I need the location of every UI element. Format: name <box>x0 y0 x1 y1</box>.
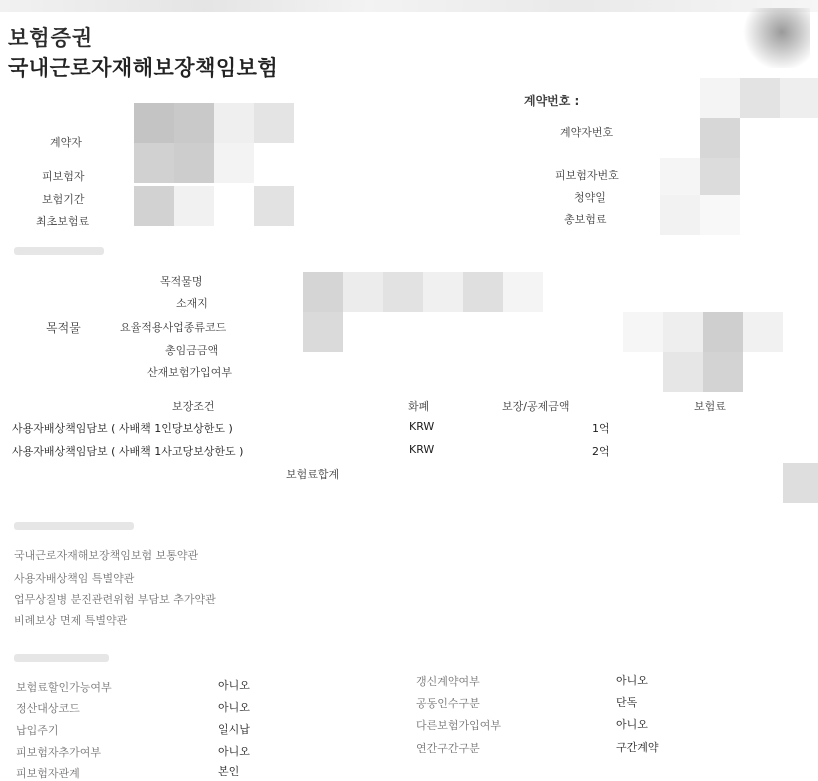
info-value: 아니오 <box>616 718 648 731</box>
redaction-block <box>743 312 783 352</box>
subject-group-label: 목적물 <box>46 321 81 335</box>
redaction-block <box>134 186 174 226</box>
redaction-block <box>503 272 543 312</box>
scan-noise-band <box>0 0 818 12</box>
subject-field-industrial-insurance: 산재보험가입여부 <box>147 366 233 379</box>
scan-corner-blot <box>740 8 810 68</box>
redaction-block <box>700 78 740 118</box>
label-insurance-period: 보험기간 <box>42 193 85 206</box>
clause-item: 사용자배상책임 특별약관 <box>14 572 135 585</box>
redaction-block <box>700 118 740 158</box>
redaction-block <box>214 103 254 143</box>
redaction-block <box>134 103 174 143</box>
clause-item: 국내근로자재해보장책임보험 보통약관 <box>14 549 199 562</box>
redaction-block <box>703 352 743 392</box>
redaction-block <box>174 103 214 143</box>
coverage-row-1-condition: 사용자배상책임담보 ( 사배책 1인당보상한도 ) <box>12 422 233 435</box>
info-value: 구간계약 <box>616 741 659 754</box>
redaction-block <box>383 272 423 312</box>
coverage-header-currency: 화폐 <box>408 400 430 413</box>
redaction-block <box>703 312 743 352</box>
subject-field-location: 소재지 <box>176 297 208 310</box>
redaction-block <box>423 272 463 312</box>
coverage-header-premium: 보험료 <box>694 400 726 413</box>
info-label: 보험료할인가능여부 <box>16 681 112 694</box>
redaction-block <box>660 195 700 235</box>
subject-field-total-wage: 총임금금액 <box>165 344 219 357</box>
redaction-block <box>700 195 740 235</box>
redaction-block <box>660 158 700 198</box>
redaction-block <box>343 272 383 312</box>
info-label: 연간구간구분 <box>416 742 480 755</box>
document-title-small: 보험증권 <box>8 26 94 50</box>
redaction-block <box>134 143 174 183</box>
label-initial-premium: 최초보험료 <box>36 215 90 228</box>
subject-field-rate-code: 요율적용사업종류코드 <box>120 321 227 334</box>
info-label: 갱신계약여부 <box>416 675 480 688</box>
contract-number-label: 계약번호 : <box>524 94 580 108</box>
info-value: 아니오 <box>218 701 250 714</box>
redaction-block <box>700 158 740 198</box>
label-policyholder: 계약자 <box>50 136 82 149</box>
redaction-block <box>663 352 703 392</box>
redaction-block <box>254 103 294 143</box>
coverage-row-1-currency: KRW <box>409 420 435 433</box>
info-value: 단독 <box>616 696 638 709</box>
redaction-block <box>663 312 703 352</box>
faded-section-header <box>14 654 109 662</box>
info-label: 다른보험가입여부 <box>416 719 502 732</box>
redaction-block <box>303 272 343 312</box>
info-value: 아니오 <box>616 674 648 687</box>
redaction-block <box>254 186 294 226</box>
redaction-block <box>214 143 254 183</box>
coverage-row-2-limit: 2억 <box>592 445 610 458</box>
redaction-block <box>780 78 818 118</box>
document-title-main: 국내근로자재해보장책임보험 <box>8 56 279 80</box>
label-insured: 피보험자 <box>42 170 85 183</box>
coverage-header-limit: 보장/공제금액 <box>502 400 570 413</box>
redaction-block <box>623 312 663 352</box>
info-value: 아니오 <box>218 745 250 758</box>
subject-field-name: 목적물명 <box>160 275 203 288</box>
redaction-block <box>174 143 214 183</box>
info-value: 아니오 <box>218 679 250 692</box>
label-total-premium: 총보험료 <box>564 213 607 226</box>
coverage-row-2-currency: KRW <box>409 443 435 456</box>
clause-item: 비례보상 면제 특별약관 <box>14 614 128 627</box>
faded-section-header <box>14 247 104 255</box>
coverage-row-1-limit: 1억 <box>592 422 610 435</box>
clause-item: 업무상질병 분진관련위험 부담보 추가약관 <box>14 593 216 606</box>
redaction-block <box>174 186 214 226</box>
info-label: 피보험자추가여부 <box>16 746 102 759</box>
info-value: 본인 <box>218 765 240 778</box>
redaction-block <box>783 463 818 503</box>
redaction-block <box>463 272 503 312</box>
coverage-header-condition: 보장조건 <box>172 400 215 413</box>
info-label: 정산대상코드 <box>16 702 80 715</box>
coverage-total-label: 보험료합계 <box>286 468 340 481</box>
redaction-block <box>740 78 780 118</box>
faded-section-header <box>14 522 134 530</box>
info-value: 일시납 <box>218 723 250 736</box>
label-insured-number: 피보험자번호 <box>555 169 619 182</box>
info-label: 피보험자관계 <box>16 767 80 780</box>
info-label: 납입주기 <box>16 724 59 737</box>
coverage-row-2-condition: 사용자배상책임담보 ( 사배책 1사고당보상한도 ) <box>12 445 244 458</box>
label-application-date: 청약일 <box>574 191 606 204</box>
label-policyholder-number: 계약자번호 <box>560 126 614 139</box>
redaction-block <box>303 312 343 352</box>
info-label: 공동인수구분 <box>416 697 480 710</box>
